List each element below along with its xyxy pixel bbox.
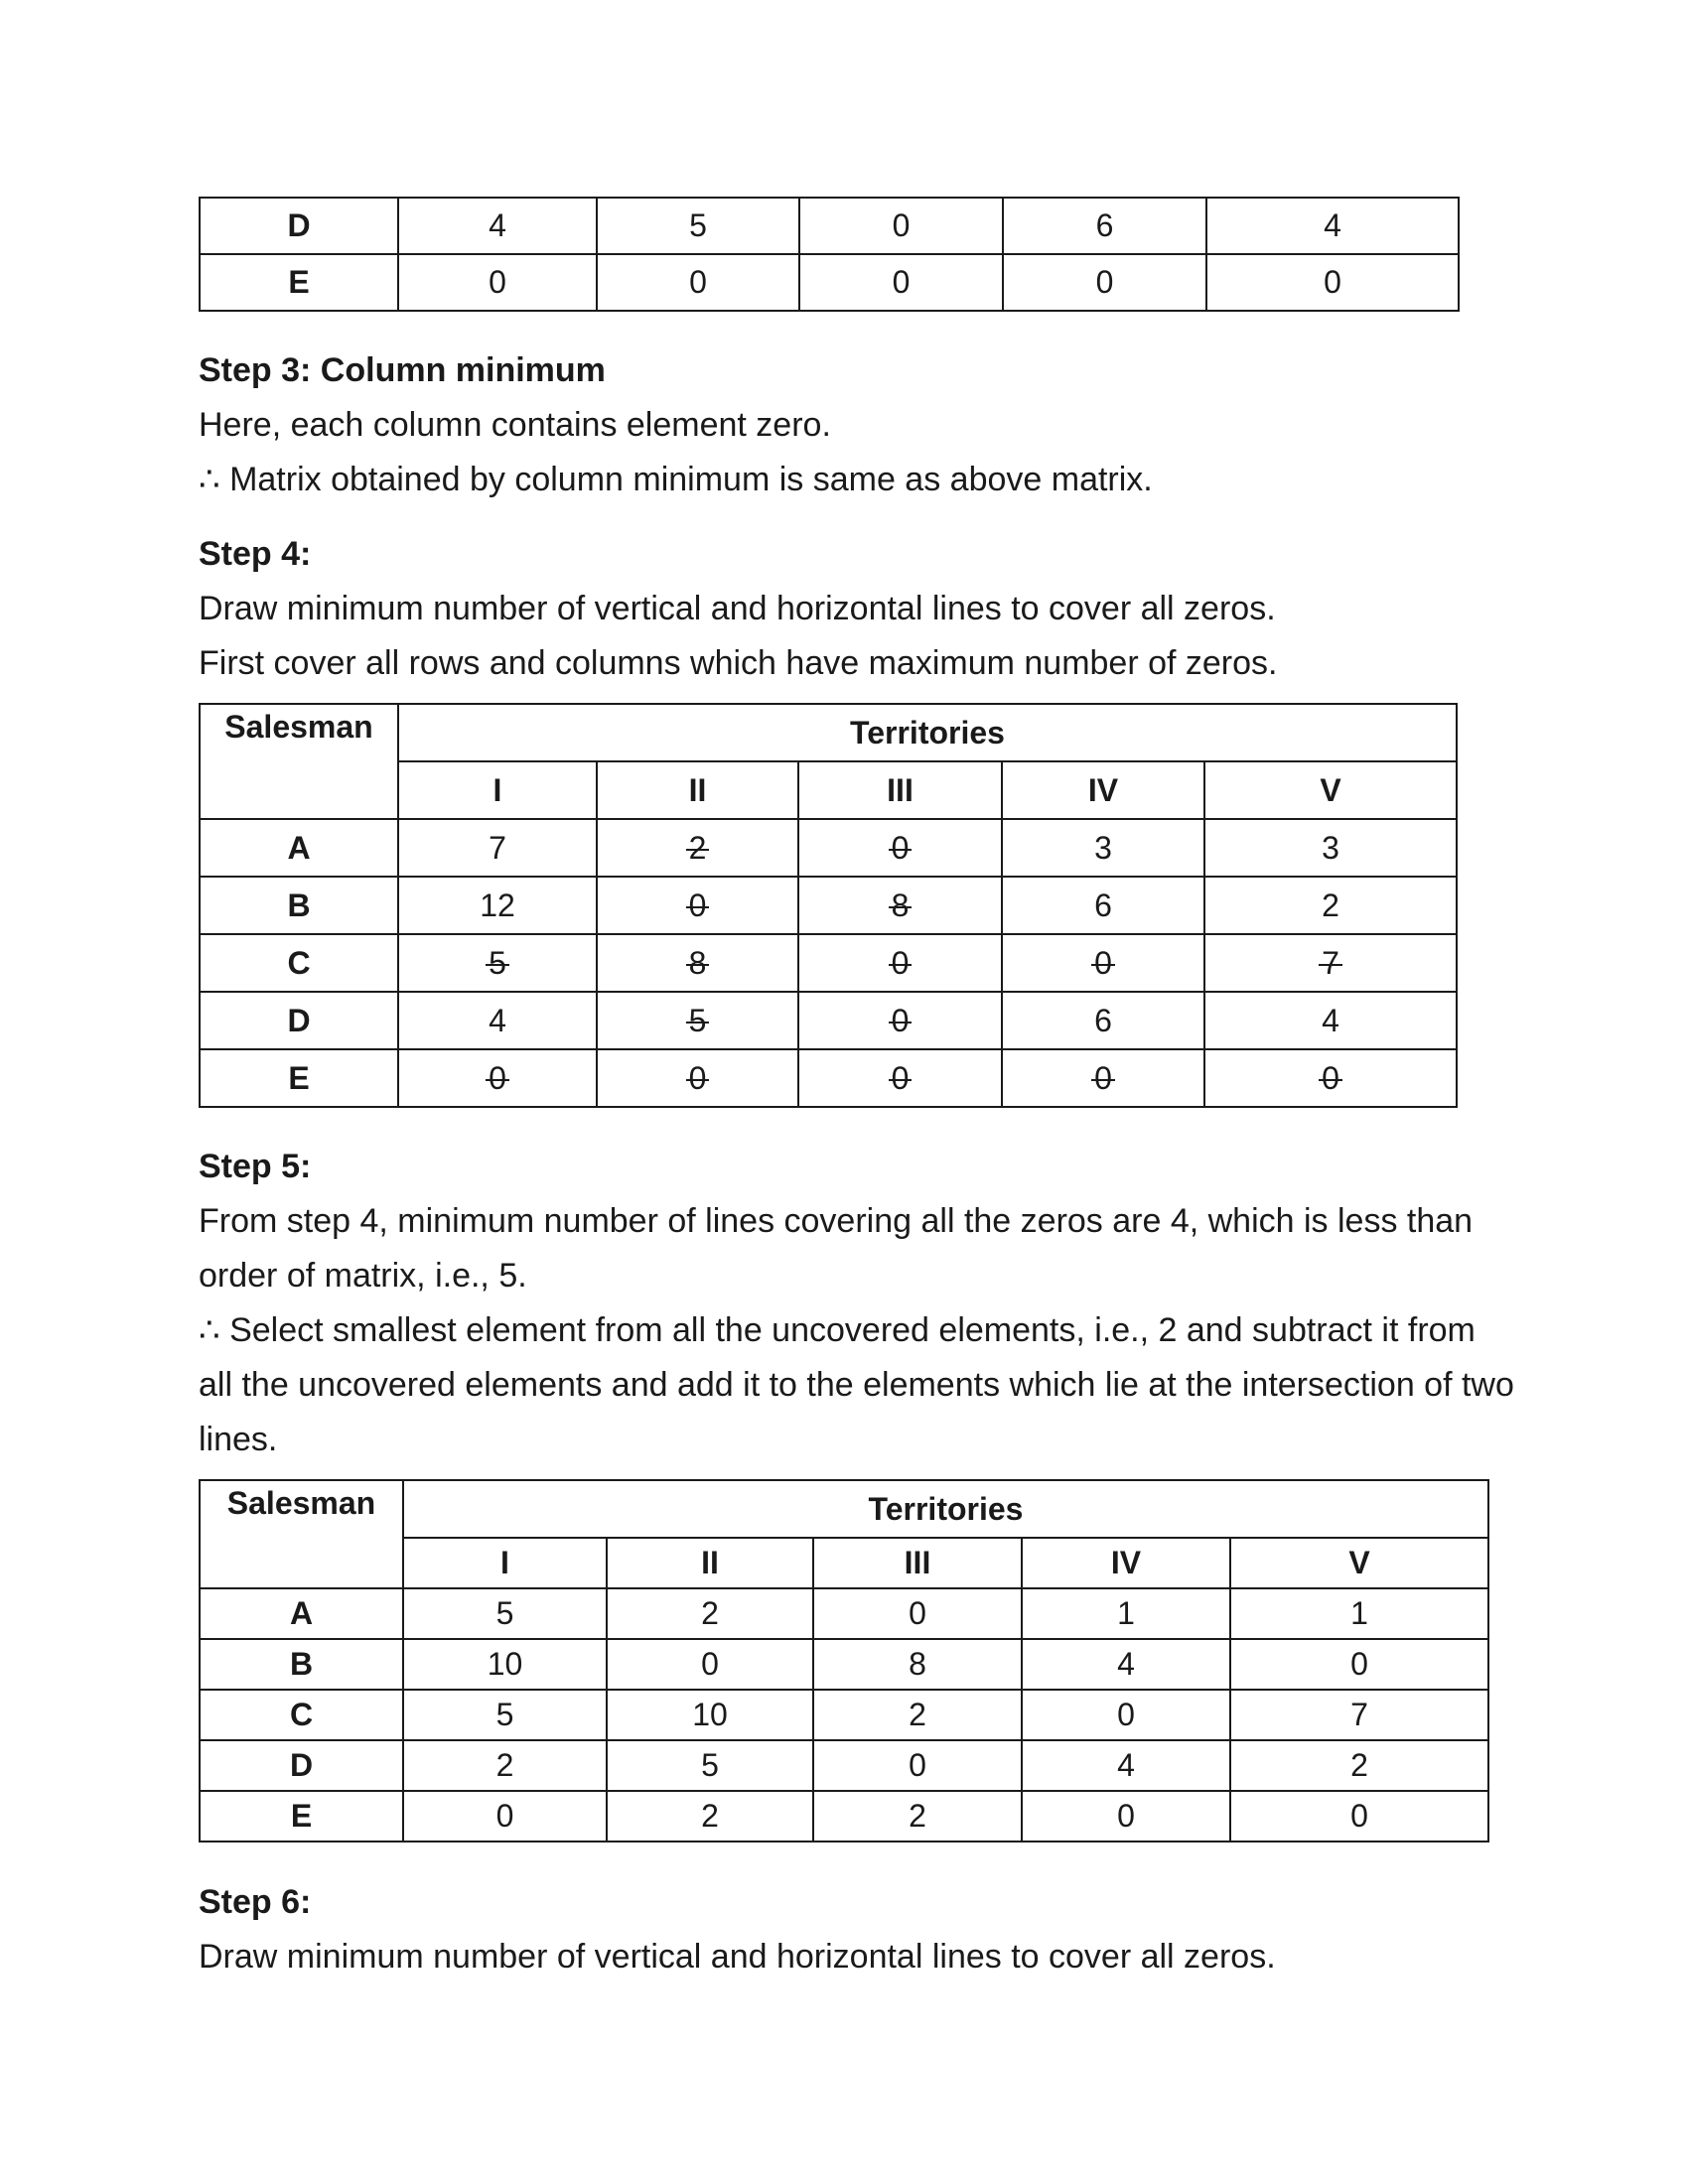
table-row [200,198,1459,254]
step5-text-2: order of matrix, i.e., 5. [199,1257,527,1295]
salesman-header: Salesman [200,1480,403,1588]
column-header: III [813,1538,1022,1588]
step3-text-2: ∴ Matrix obtained by column minimum is same as above matrix. [199,461,1153,498]
cell: 0 [1022,1690,1230,1740]
cell: 5 [403,1588,607,1639]
cell-value-covered: 8 [688,944,707,981]
cell: 0 [1022,1791,1230,1842]
cell: 0 [403,1791,607,1842]
table-row [200,254,1459,311]
column-header: V [1204,761,1457,819]
step5-text-5: lines. [199,1421,278,1458]
cell: 0 [813,1740,1022,1791]
cell: 0 [799,198,1003,254]
cell: 2 [1230,1740,1488,1791]
step5-revised-matrix-table [199,1479,1489,1843]
cell [798,992,1002,1049]
column-header: V [1230,1538,1488,1588]
row-label: C [200,1690,403,1740]
cell-value-covered: 7 [1322,944,1339,981]
cell [1002,877,1204,934]
cell: 10 [607,1690,813,1740]
cell-value-covered: 5 [688,1002,707,1038]
cell: 1 [1022,1588,1230,1639]
cell: 1 [1230,1588,1488,1639]
cell [1204,819,1457,877]
cell [398,819,597,877]
cell [597,992,798,1049]
cell [1002,934,1204,992]
cell: 0 [398,254,597,311]
cell [398,992,597,1049]
cell: 0 [1206,254,1459,311]
table-row [200,934,1457,992]
row-label: A [200,1588,403,1639]
cell [398,877,597,934]
cell-value-covered: 0 [688,1059,707,1096]
table-row [200,1049,1457,1107]
column-header: III [798,761,1002,819]
cell: 5 [607,1740,813,1791]
cell-value-covered: 0 [1094,1059,1112,1096]
cell-value: 2 [1322,887,1339,923]
header-row [200,1480,1488,1538]
cell: 4 [1022,1639,1230,1690]
column-header: I [403,1538,607,1588]
cell [1204,1049,1457,1107]
cell-value-covered: 0 [891,829,910,866]
cell-value: 4 [1322,1002,1339,1038]
row-label: E [200,1049,398,1107]
cell-value-covered: 0 [891,944,910,981]
cell-value-covered: 0 [1322,1059,1339,1096]
cell-value: 3 [1322,829,1339,866]
cell [597,934,798,992]
cell: 2 [813,1791,1022,1842]
row-label: C [200,934,398,992]
salesman-header: Salesman [200,704,398,819]
cell: 10 [403,1639,607,1690]
cell: 2 [813,1690,1022,1740]
reduced-matrix-table-continued [199,197,1460,312]
column-header: II [607,1538,813,1588]
header-row [200,704,1457,761]
step3-heading: Step 3: Column minimum [199,351,606,389]
cell: 0 [799,254,1003,311]
step4-lines-table [199,703,1458,1108]
cell: 0 [813,1588,1022,1639]
cell: 7 [1230,1690,1488,1740]
cell: 0 [1230,1639,1488,1690]
cell-value-covered: 0 [891,1059,910,1096]
cell [798,1049,1002,1107]
step6-heading: Step 6: [199,1883,312,1921]
column-header: IV [1002,761,1204,819]
cell-value-covered: 8 [891,887,910,923]
row-label: D [200,198,398,254]
table-row [200,1690,1488,1740]
cell: 6 [1003,198,1206,254]
row-label: E [200,1791,403,1842]
cell: 0 [607,1639,813,1690]
column-header: I [398,761,597,819]
cell [798,877,1002,934]
table-row [200,1588,1488,1639]
row-label: A [200,819,398,877]
step4-heading: Step 4: [199,535,312,573]
table-row [200,1740,1488,1791]
cell [1002,992,1204,1049]
row-label: E [200,254,398,311]
cell-value: 6 [1094,1002,1112,1038]
cell: 4 [1206,198,1459,254]
cell-value: 7 [489,829,506,866]
cell: 5 [597,198,799,254]
cell [1204,877,1457,934]
cell [798,934,1002,992]
cell-value-covered: 2 [688,829,707,866]
cell: 4 [398,198,597,254]
table-row [200,819,1457,877]
table-row [200,877,1457,934]
cell [597,819,798,877]
step5-text-3: ∴ Select smallest element from all the uncovered elements, i.e., 2 and subtract it from [199,1311,1476,1349]
cell [597,877,798,934]
territories-header: Territories [403,1480,1488,1538]
cell-value-covered: 0 [891,1002,910,1038]
cell: 0 [1230,1791,1488,1842]
step5-heading: Step 5: [199,1148,312,1185]
cell [398,934,597,992]
cell [1002,1049,1204,1107]
cell: 0 [597,254,799,311]
cell [798,819,1002,877]
cell: 5 [403,1690,607,1740]
cell-value: 4 [489,1002,506,1038]
territories-header: Territories [398,704,1457,761]
cell-value-covered: 0 [489,1059,506,1096]
cell: 0 [1003,254,1206,311]
cell-value-covered: 0 [688,887,707,923]
column-header: II [597,761,798,819]
cell: 8 [813,1639,1022,1690]
row-label: D [200,992,398,1049]
cell-value: 6 [1094,887,1112,923]
row-label: D [200,1740,403,1791]
cell [398,1049,597,1107]
step6-text-1: Draw minimum number of vertical and horizontal lines to cover all zeros. [199,1938,1276,1976]
step5-text-1: From step 4, minimum number of lines covering all the zeros are 4, which is less than [199,1202,1474,1240]
row-label: B [200,877,398,934]
cell [1204,934,1457,992]
step4-text-1: Draw minimum number of vertical and horizontal lines to cover all zeros. [199,590,1276,627]
cell-value-covered: 0 [1094,944,1112,981]
table-row [200,1639,1488,1690]
cell-value: 12 [480,887,515,923]
column-header: IV [1022,1538,1230,1588]
step5-text-4: all the uncovered elements and add it to the elements which lie at the intersection of two [199,1366,1514,1404]
step4-text-2: First cover all rows and columns which have maximum number of zeros. [199,644,1278,682]
step3-text-1: Here, each column contains element zero. [199,406,831,444]
table-row [200,992,1457,1049]
row-label: B [200,1639,403,1690]
cell-value: 3 [1094,829,1112,866]
cell [597,1049,798,1107]
cell: 2 [607,1588,813,1639]
cell [1002,819,1204,877]
table-row [200,1791,1488,1842]
cell: 2 [607,1791,813,1842]
cell: 2 [403,1740,607,1791]
cell-value-covered: 5 [489,944,506,981]
cell [1204,992,1457,1049]
cell: 4 [1022,1740,1230,1791]
